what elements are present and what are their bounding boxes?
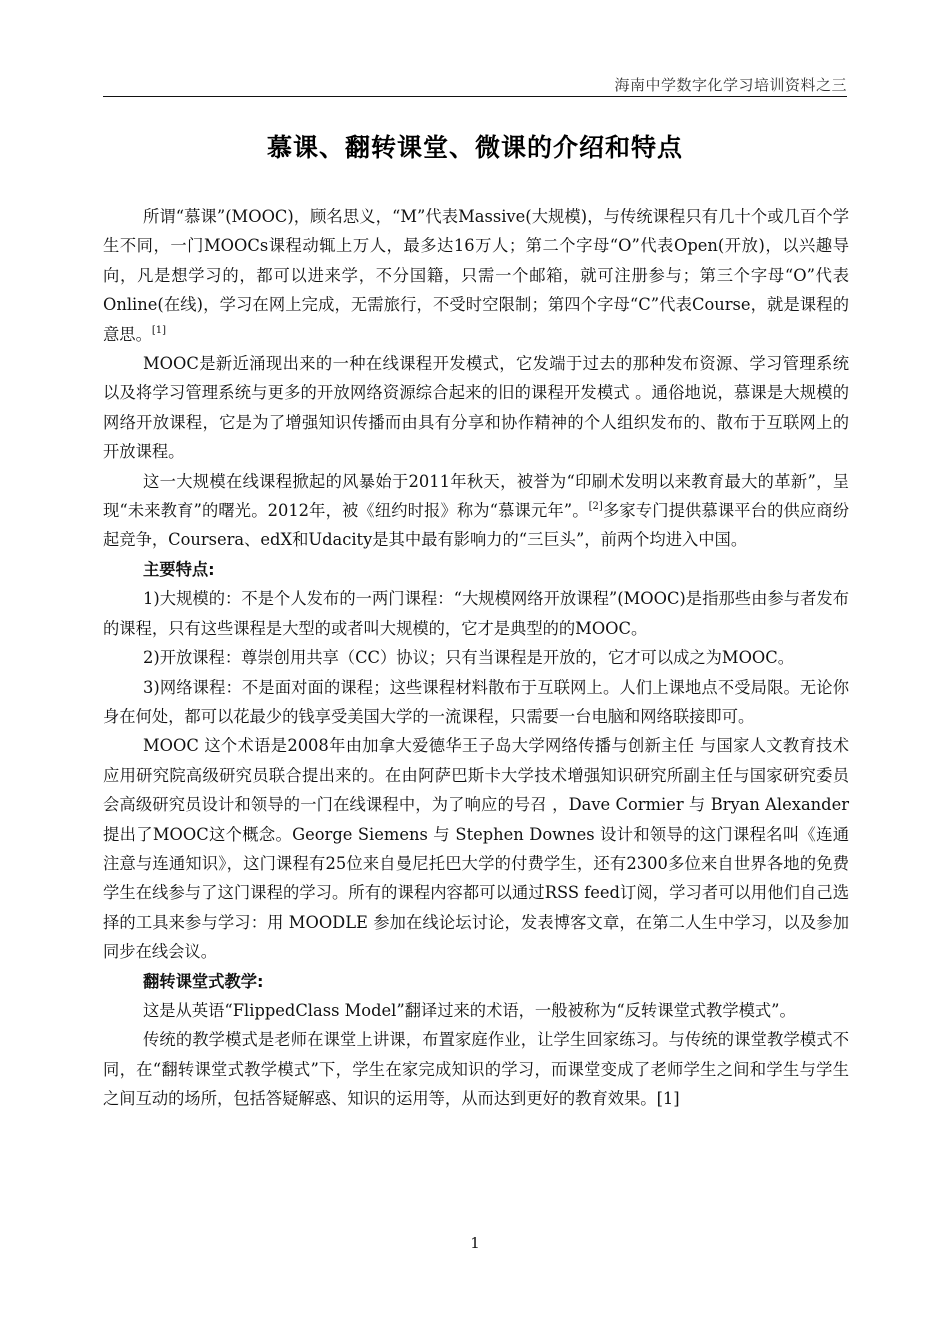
feature-item-2: 2)开放课程：尊崇创用共享（CC）协议；只有当课程是开放的，它才可以成之为MOOC。 — [143, 648, 795, 668]
citation-ref: [2] — [588, 501, 603, 513]
document-body — [103, 202, 849, 1114]
paragraph-text: 这一大规模在线课程掀起的风暴始于2011年秋天，被誉为“印刷术发明以来教育最大的革新”，呈现“未来教育”的曙光。2012年，被《纽约时报》称为“慕课元年”。 — [103, 471, 849, 521]
page-number: 1 — [470, 1234, 480, 1252]
header-rule — [103, 96, 847, 97]
paragraph-flipped-definition: 这是从英语“FlippedClass Model”翻译过来的术语，一般被称为“反转课堂式教学模式”。 — [143, 1000, 796, 1020]
paragraph-mooc-overview: MOOC是新近涌现出来的一种在线课程开发模式，它发端于过去的那种发布资源、学习管理系统以及将学习管理系统与更多的开放网络资源综合起来的旧的课程开发模式 。通俗地说，慕课是大规模的网络开放课程，它是为了增强知识传播而由具有分享和协作精神的个人组织发布的、散布于互联网上的开放课程。 — [103, 354, 849, 462]
section-heading-flipped-classroom: 翻转课堂式教学: — [143, 971, 264, 991]
document-title: 慕课、翻转课堂、微课的介绍和特点 — [266, 133, 683, 162]
paragraph-mooc-history — [103, 467, 849, 555]
running-header: 海南中学数字化学习培训资料之三 — [614, 76, 847, 94]
paragraph-mooc-definition — [103, 202, 849, 349]
feature-item-1: 1)大规模的：不是个人发布的一两门课程：“大规模网络开放课程”(MOOC)是指那些由参与者发布的课程，只有这些课程是大型的或者叫大规模的，它才是典型的的MOOC。 — [103, 589, 849, 638]
paragraph-flipped-comparison: 传统的教学模式是老师在课堂上讲课，布置家庭作业，让学生回家练习。与传统的课堂教学模式不同，在“翻转课堂式教学模式”下，学生在家完成知识的学习，而课堂变成了老师学生之间和学生与学生之间互动的场所，包括答疑解惑、知识的运用等，从而达到更好的教育效果。[1] — [103, 1030, 849, 1109]
paragraph-text: 所谓“慕课”(MOOC)，顾名思义，“M”代表Massive(大规模)，与传统课程只有几十个或几百个学生不同，一门MOOCs课程动辄上万人，最多达16万人；第二个字母“O”代表Open(开放)，以兴趣导向，凡是想学习的，都可以进来学，不分国籍，只需一个邮箱，就可注册参与；第三个字母“O”代表Online(在线)，学习在网上完成，无需旅行，不受时空限制；第四个字母“C”代表Course，就是课程的意思。 — [103, 207, 849, 344]
citation-ref: [1] — [151, 324, 167, 336]
section-heading-features: 主要特点: — [143, 559, 215, 579]
feature-item-3: 3)网络课程：不是面对面的课程；这些课程材料散布于互联网上。人们上课地点不受局限。无论你身在何处，都可以花最少的钱享受美国大学的一流课程，只需要一台电脑和网络联接即可。 — [103, 677, 849, 726]
paragraph-text: 多家专门提供慕课平台的供应商纷起竞争，Coursera、edX和Udacity是其中最有影响力的“三巨头”，前两个均进入中国。 — [103, 501, 849, 550]
paragraph-mooc-origin: MOOC 这个术语是2008年由加拿大爱德华王子岛大学网络传播与创新主任 与国家人文教育技术应用研究院高级研究员联合提出来的。在由阿萨巴斯卡大学技术增强知识研究所副主任与国家研究委员会高级研究员设计和领导的一门在线课程中，为了响应的号召 ，Dave Cormier 与 Bryan Alexander提出了MOOC这个概念。George Siemens 与 Stephen Downes 设计和领导的这门课程名叫《连通注意与连通知识》，这门课程有25位来自曼尼托巴大学的付费学生，还有2300多位来自世界各地的免费学生在线参与了这门课程的学习。所有的课程内容都可以通过RSS feed订阅，学习者可以用他们自己选择的工具来参与学习：用 MOODLE 参加在线论坛讨论，发表博客文章，在第二人生中学习，以及参加同步在线会议。 — [103, 736, 849, 962]
